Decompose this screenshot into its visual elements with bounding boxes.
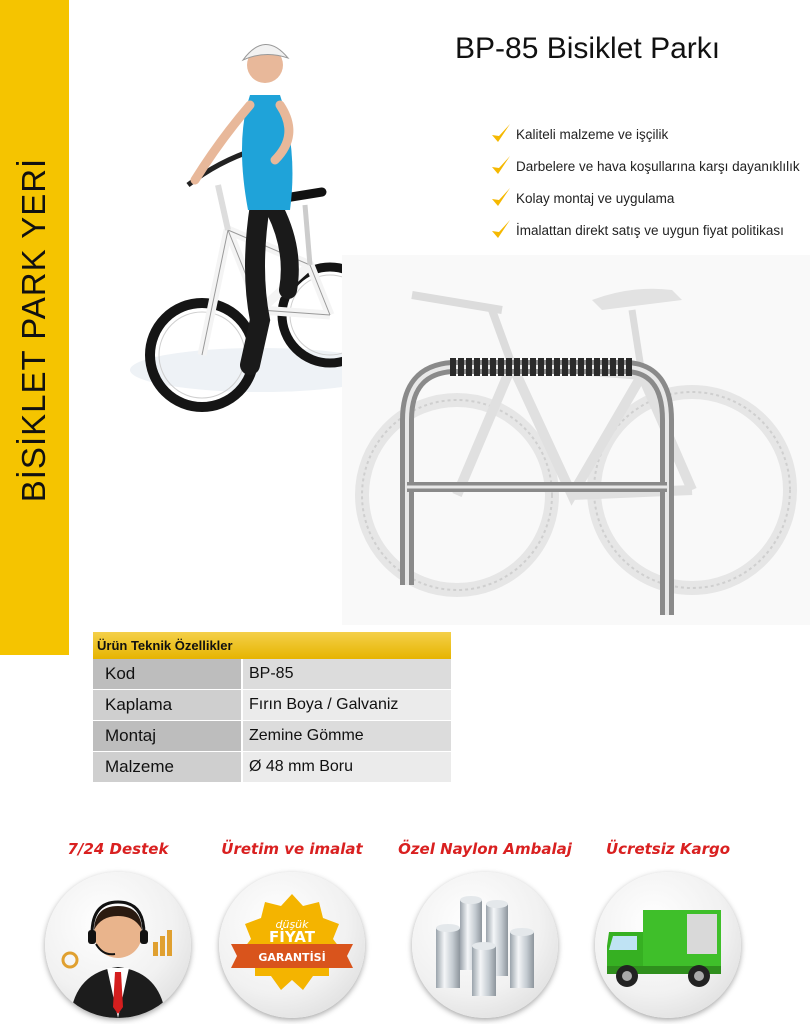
side-banner	[0, 0, 69, 655]
badge-label: Ücretsiz Kargo	[605, 840, 731, 858]
spec-value: Fırın Boya / Galvaniz	[243, 690, 451, 720]
spec-row	[93, 721, 451, 752]
spec-key: Montaj	[93, 721, 243, 751]
checkmark-icon	[490, 218, 512, 242]
badge-shipping	[578, 840, 758, 1018]
badge-circle	[45, 872, 191, 1018]
feature-text: İmalattan direkt satış ve uygun fiyat politikası	[516, 222, 784, 238]
feature-text: Kolay montaj ve uygulama	[516, 190, 675, 206]
feature-item	[490, 182, 810, 214]
spec-row	[93, 690, 451, 721]
badge-circle	[219, 872, 365, 1018]
feature-text: Kaliteli malzeme ve işçilik	[516, 126, 669, 142]
checkmark-icon	[490, 186, 512, 210]
feature-text: Darbelere ve hava koşullarına karşı dayanıklılık	[516, 158, 800, 174]
feature-item	[490, 214, 810, 246]
spec-table-heading: Ürün Teknik Özellikler	[93, 632, 451, 659]
product-title: BP-85 Bisiklet Parkı	[455, 32, 721, 65]
badge-label: 7/24 Destek	[67, 840, 169, 858]
spec-value: Ø 48 mm Boru	[243, 752, 451, 782]
checkmark-icon	[490, 154, 512, 178]
price-guarantee-seal-icon	[219, 872, 365, 1018]
spec-key: Kaplama	[93, 690, 243, 720]
spec-value: BP-85	[243, 659, 451, 689]
seal-text-main: FİYAT	[269, 928, 315, 946]
spec-key: Malzeme	[93, 752, 243, 782]
bike-rack-photo	[342, 255, 810, 625]
seal-text-ribbon: GARANTİSİ	[258, 951, 326, 964]
checkmark-icon	[490, 122, 512, 146]
delivery-truck-icon	[595, 872, 741, 1018]
badge-support	[28, 840, 208, 1018]
feature-item	[490, 150, 810, 182]
badge-production	[202, 840, 382, 1018]
spec-table	[93, 632, 451, 783]
seal-text-small: düşük	[275, 918, 309, 931]
feature-item	[490, 118, 810, 150]
badge-circle	[412, 872, 558, 1018]
badge-label: Özel Naylon Ambalaj	[398, 840, 572, 858]
side-banner-text: BİSİKLET PARK YERİ	[15, 157, 52, 503]
badge-packaging	[395, 840, 575, 1018]
plastic-film-rolls-icon	[412, 872, 558, 1018]
spec-row	[93, 659, 451, 690]
spec-key: Kod	[93, 659, 243, 689]
badge-label: Üretim ve imalat	[221, 840, 363, 858]
spec-row	[93, 752, 451, 783]
badge-circle	[595, 872, 741, 1018]
support-agent-icon	[45, 872, 191, 1018]
feature-list	[490, 118, 810, 258]
spec-value: Zemine Gömme	[243, 721, 451, 751]
